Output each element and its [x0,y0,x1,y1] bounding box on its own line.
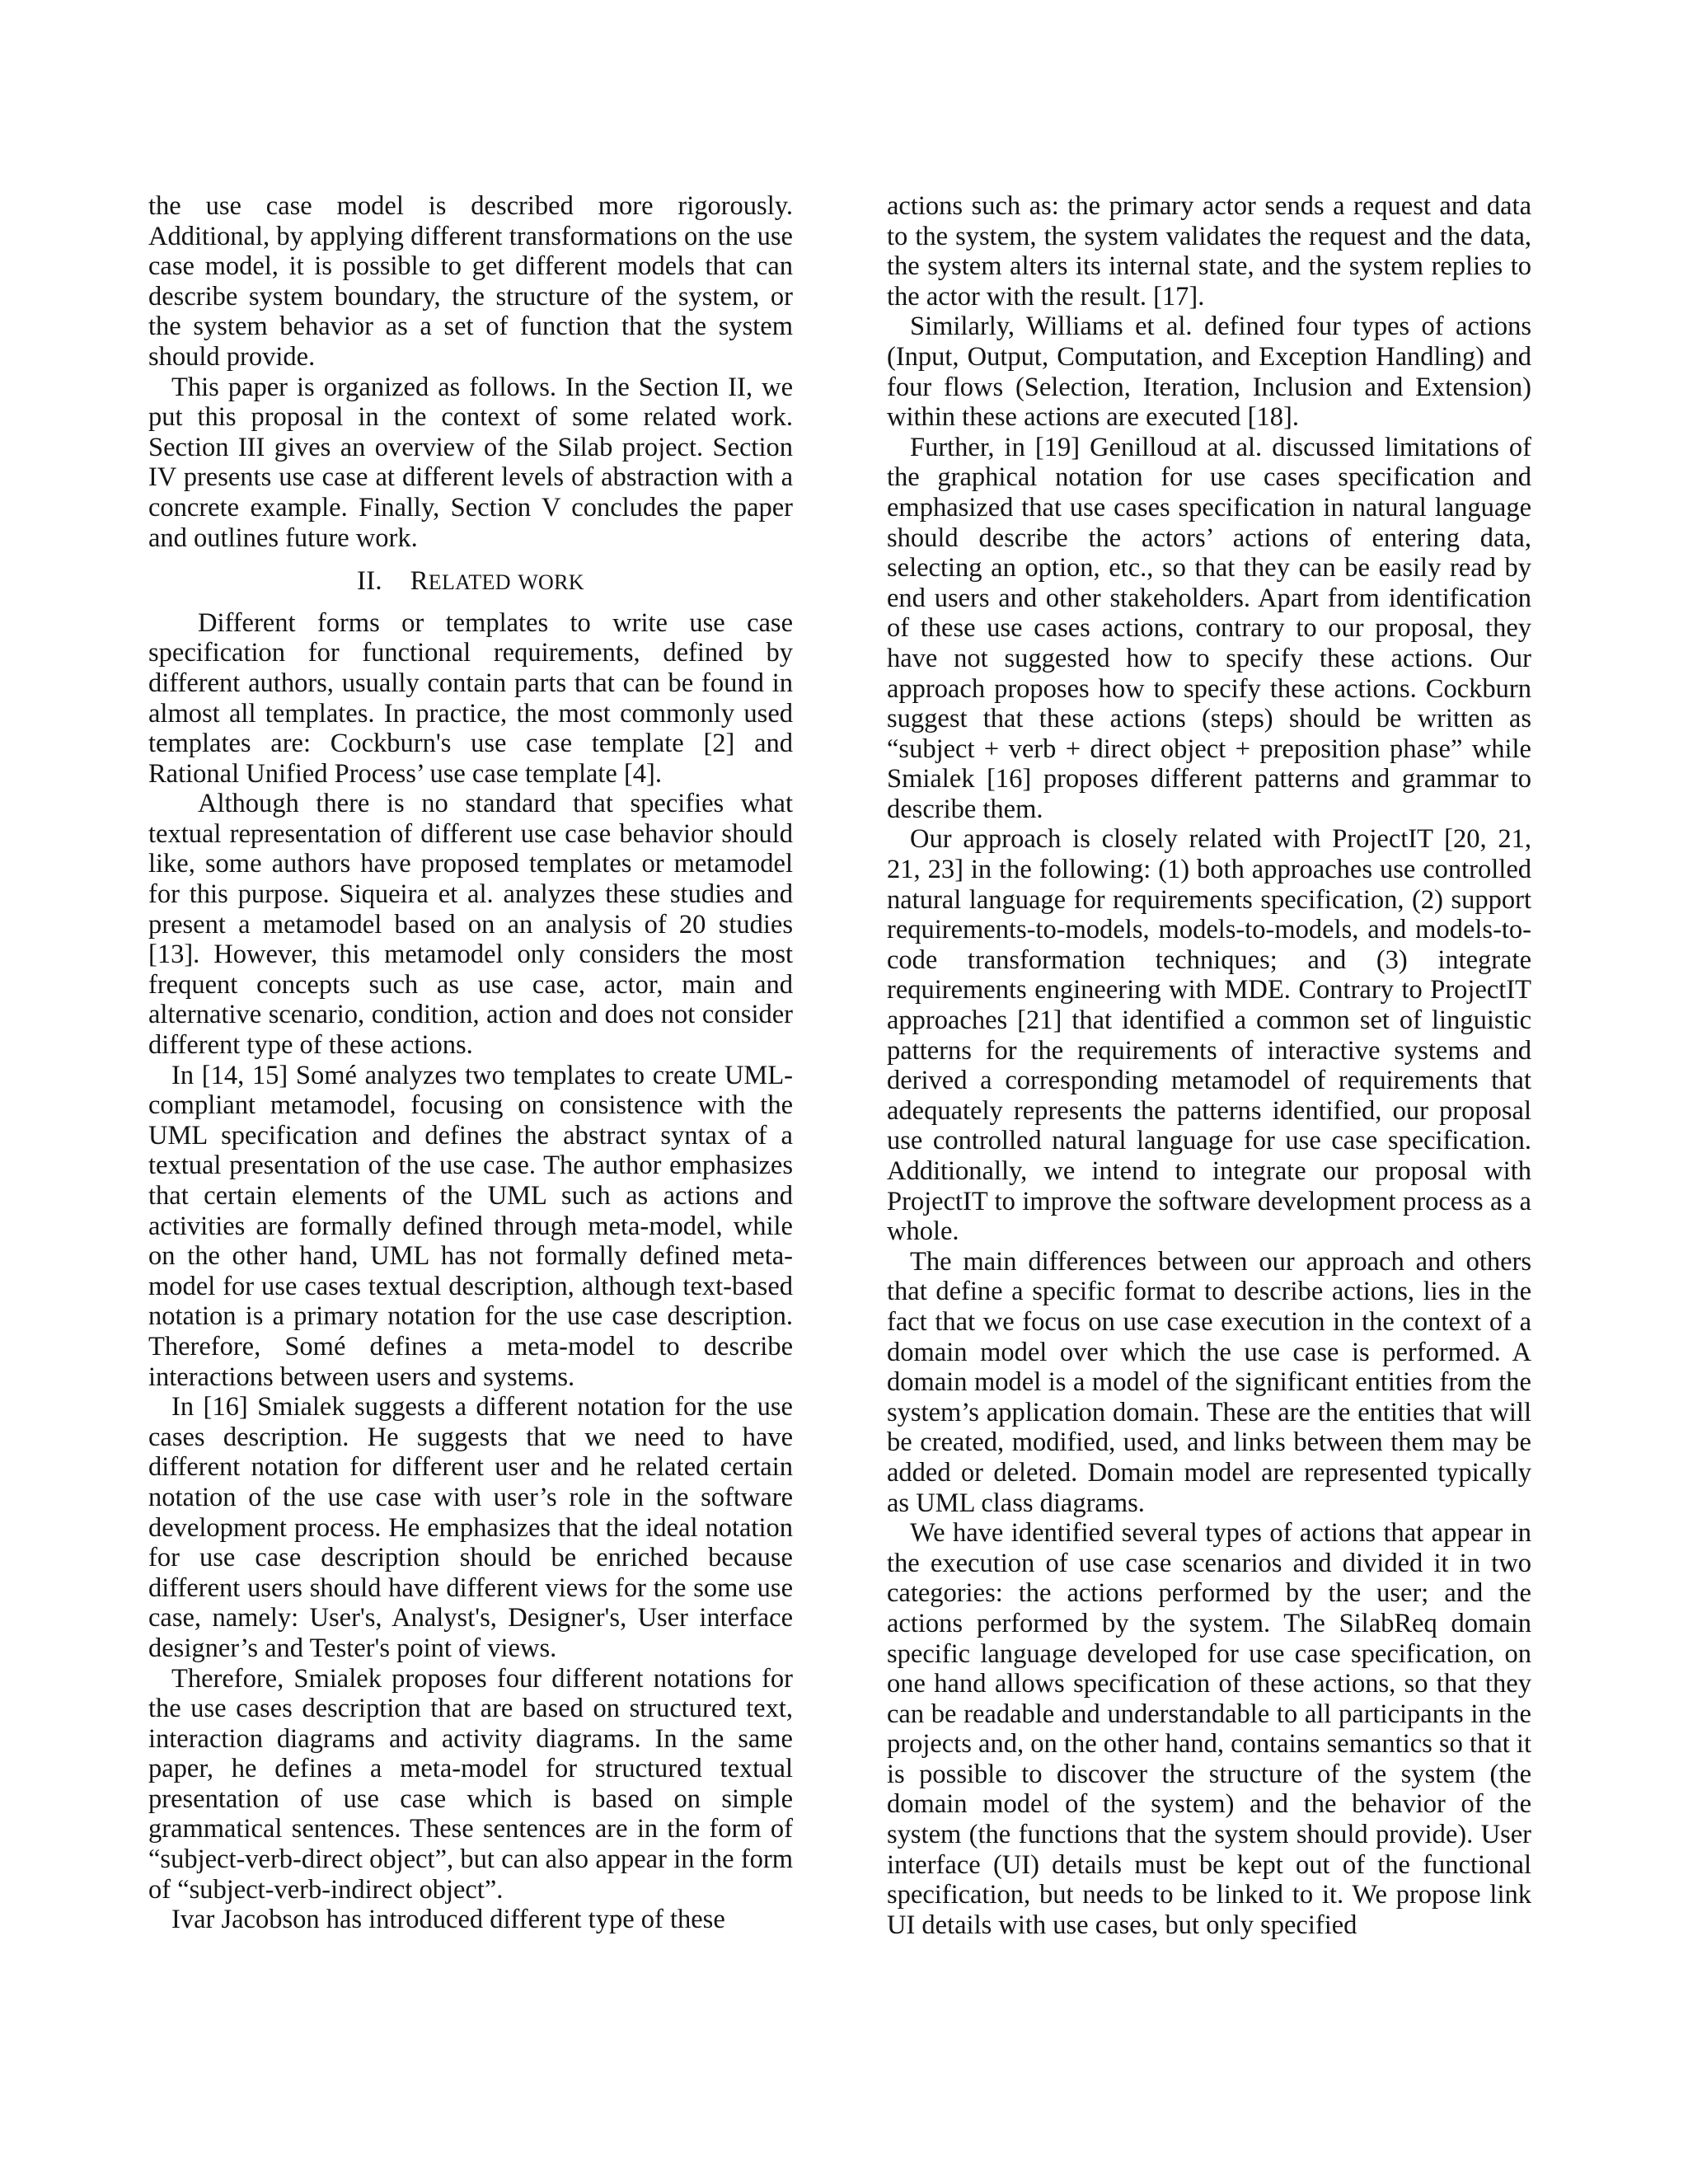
section-number: II. [357,566,382,597]
paragraph: In [14, 15] Somé analyzes two templates to create UML-compliant metamodel, focusing on consistence with the UML specification and defines the abstract syntax of a textual presentation of the use case. The author emphasizes that certain elements of the UML such as actions and activities are formally defined through meta-model, while on the other hand, UML has not formally defined meta-model for use cases textual description, although text-based notation is a primary notation for the use case description. Therefore, Somé defines a meta-model to describe interactions between users and systems. [148,1060,793,1392]
left-column [148,191,793,1935]
paragraph: Our approach is closely related with ProjectIT [20, 21, 21, 23] in the following: (1) both approaches use controlled natural language for requirements specification, (2) support requirements-to-models, models-to-models, and models-to-code transformation techniques; and (3) integrate requirements engineering with MDE. Contrary to ProjectIT approaches [21] that identified a common set of linguistic patterns for the requirements of interactive systems and derived a corresponding metamodel of requirements that adequately represents the patterns identified, our proposal use controlled natural language for use case specification. Additionally, we intend to integrate our proposal with ProjectIT to improve the software development process as a whole. [887,824,1531,1247]
right-column [887,191,1531,1940]
paragraph: Further, in [19] Genilloud at al. discussed limitations of the graphical notation for use cases specification and emphasized that use cases specification in natural language should describe the actors’ actions of entering data, selecting an option, etc., so that they can be easily read by end users and other stakeholders. Apart from identification of these use cases actions, contrary to our proposal, they have not suggested how to specify these actions. Our approach proposes how to specify these actions. Cockburn suggest that these actions (steps) should be written as “subject + verb + direct object + preposition phase” while Smialek [16] proposes different patterns and grammar to describe them. [887,432,1531,824]
paragraph: In [16] Smialek suggests a different notation for the use cases description. He suggests that we need to have different notation for different user and he related certain notation of the use case with user’s role in the software development process. He emphasizes that the ideal notation for use case description should be enriched because different users should have different views for the some use case, namely: User's, Analyst's, Designer's, User interface designer’s and Tester's point of views. [148,1392,793,1663]
section-title-initial: R [410,566,429,597]
section-title-rest: ELATED [428,570,511,595]
section-heading [148,566,793,598]
paragraph: Ivar Jacobson has introduced different type of these [171,1905,725,1935]
paragraph: We have identified several types of actions that appear in the execution of use case scenarios and divided it in two categories: the actions performed by the user; and the actions performed by the system. The SilabReq domain specific language developed for use case specification, on one hand allows specification of these actions, so that they can be readable and understandable to all participants in the projects and, on the other hand, contains semantics so that it is possible to discover the structure of the system (the domain model of the system) and the behavior of the system (the functions that the system should provide). User interface (UI) details must be kept out of the functional specification, but needs to be linked to it. We propose link UI details with use cases, but only specified [887,1518,1531,1940]
paragraph: Although there is no standard that specifies what textual representation of different use case behavior should like, some authors have proposed templates or metamodel for this purpose. Siqueira et al. analyzes these studies and present a metamodel based on an analysis of 20 studies [13]. However, this metamodel only considers the most frequent concepts such as use case, actor, main and alternative scenario, condition, action and does not consider different type of these actions. [148,789,793,1061]
paragraph: Therefore, Smialek proposes four different notations for the use cases description that are based on structured text, interaction diagrams and activity diagrams. In the same paper, he defines a meta-model for structured textual presentation of use case which is based on simple grammatical sentences. These sentences are in the form of “subject-verb-direct object”, but can also appear in the form of “subject-verb-indirect object”. [148,1663,793,1905]
paragraph: actions such as: the primary actor sends a request and data to the system, the system validates the request and the data, the system alters its internal state, and the system replies to the actor with the result. [17]. [887,191,1531,312]
section-title-rest: WORK [518,570,584,595]
paragraph: The main differences between our approach and others that define a specific format to describe actions, lies in the fact that we focus on use case execution in the context of a domain model over which the use case is performed. A domain model is a model of the significant entities from the system’s application domain. These are the entities that will be created, modified, used, and links between them may be added or deleted. Domain model are represented typically as UML class diagrams. [887,1246,1531,1518]
paragraph: the use case model is described more rigorously. Additional, by applying different transformations on the use case model, it is possible to get different models that can describe system boundary, the structure of the system, or the system behavior as a set of function that the system should provide. [148,191,793,372]
paragraph: Similarly, Williams et al. defined four types of actions (Input, Output, Computation, and Exception Handling) and four flows (Selection, Iteration, Inclusion and Extension) within these actions are executed [18]. [887,312,1531,433]
paragraph: This paper is organized as follows. In the Section II, we put this proposal in the context of some related work. Section III gives an overview of the Silab project. Section IV presents use case at different levels of abstraction with a concrete example. Finally, Section V concludes the paper and outlines future work. [148,372,793,553]
paragraph: Different forms or templates to write use case specification for functional requirements, defined by different authors, usually contain parts that can be found in almost all templates. In practice, the most commonly used templates are: Cockburn's use case template [2] and Rational Unified Process’ use case template [4]. [148,607,793,789]
